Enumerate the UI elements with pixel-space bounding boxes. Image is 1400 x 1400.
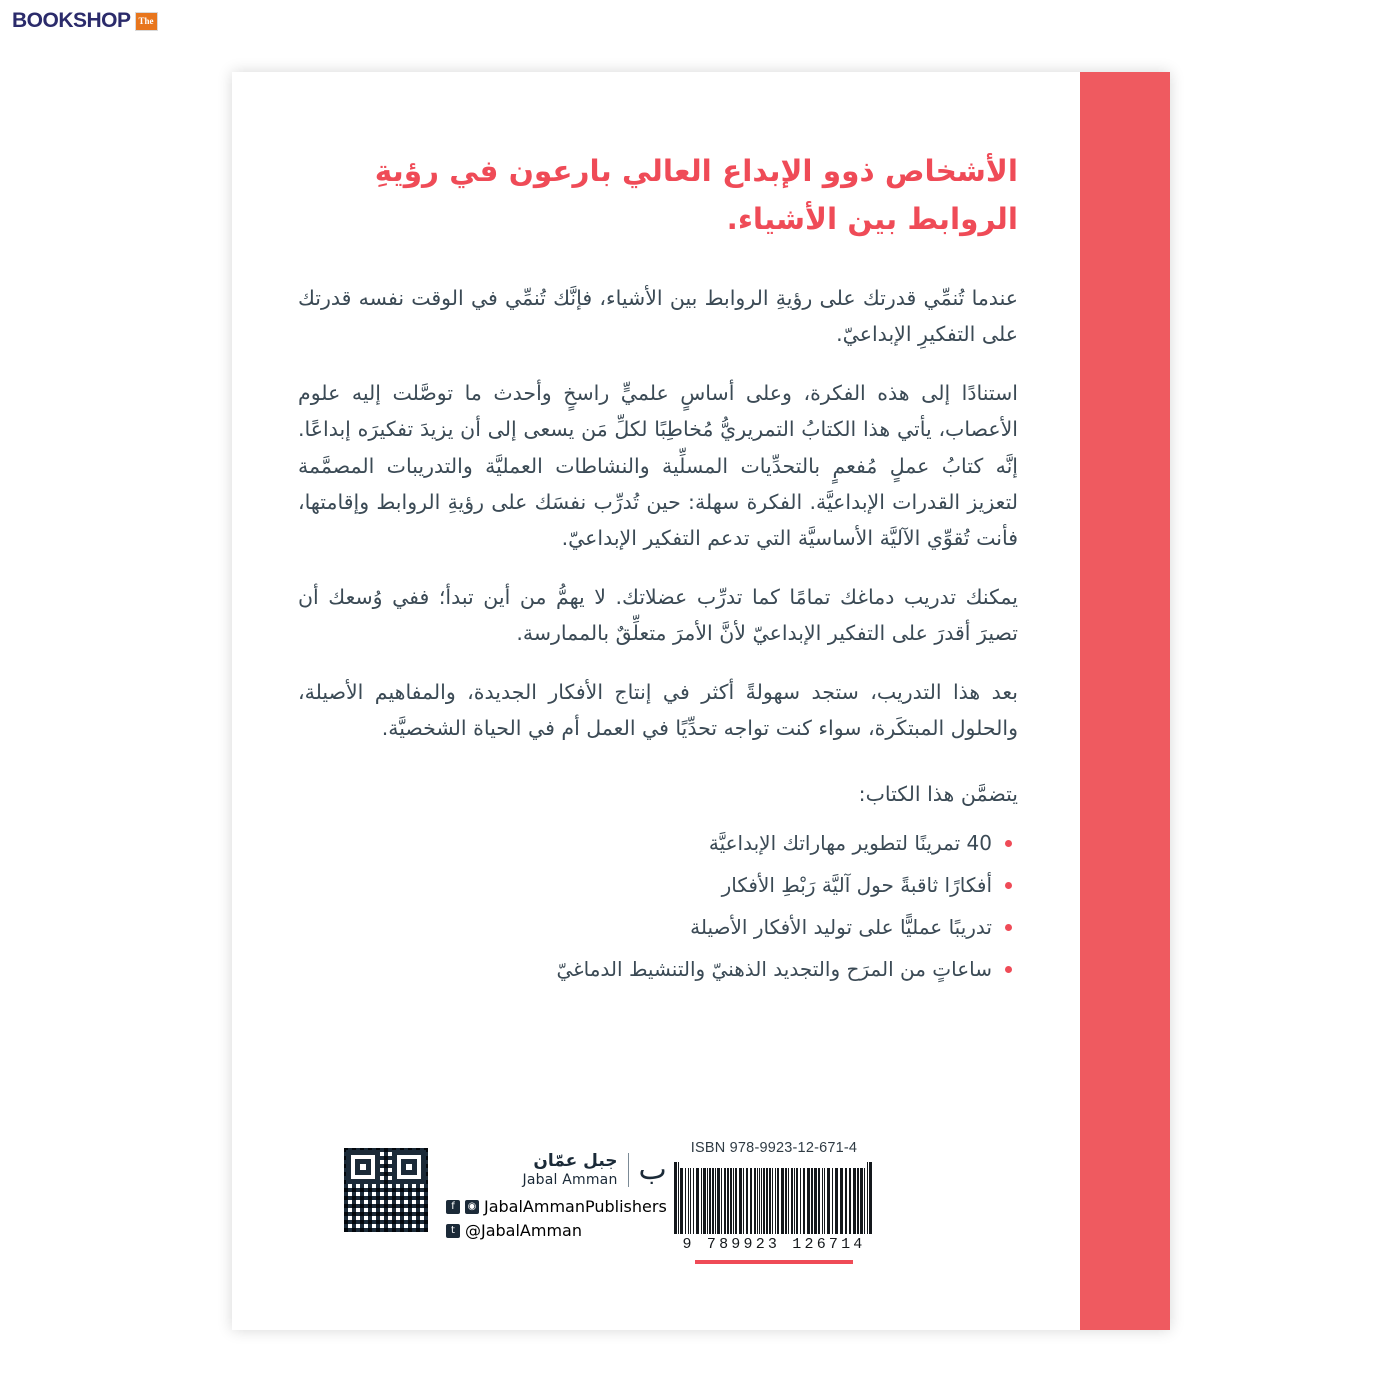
list-item: تدريبًا عمليًّا على توليد الأفكار الأصيلة	[298, 912, 1018, 943]
includes-label: يتضمَّن هذا الكتاب:	[858, 781, 1018, 806]
cover-paragraph-3: يمكنك تدريب دماغك تمامًا كما تدرِّب عضلاتك. لا يهمُّ من أين تبدأ؛ ففي وُسعك أن تصيرَ أقدرَ على التفكير الإبداعيّ لأنَّ الأمرَ متعلِّقٌ بالممارسة.	[298, 584, 1018, 646]
list-item: 40 تمرينًا لتطوير مهاراتك الإبداعيَّة	[298, 828, 1018, 859]
instagram-icon: ◉	[465, 1200, 479, 1214]
cover-content	[232, 72, 1080, 1330]
cover-headline: الأشخاص ذوو الإبداع العالي بارعون في رؤيةِ الروابط بين الأشياء.	[374, 154, 1018, 236]
list-item: أفكارًا ثاقبةً حول آليَّة رَبْطِ الأفكار	[298, 870, 1018, 901]
publisher-names	[523, 1152, 618, 1188]
includes-list	[298, 828, 1018, 985]
social-handle-facebook: JabalAmmanPublishers	[484, 1197, 667, 1216]
social-links	[446, 1197, 667, 1240]
cover-paragraph-2: استنادًا إلى هذه الفكرة، وعلى أساسٍ علميٍّ راسخٍ وأحدث ما توصَّلت إليه علوم الأعصاب، يأتي هذا الكتابُ التمريريُّ مُخاطِبًا لكلِّ مَن يسعى إلى أن يزيدَ تفكيرَه إبداعًا. إنَّه كتابُ عملٍ مُفعمٍ بالتحدِّيات المسلِّية والنشاطات العمليَّة والتدريبات المصمَّمة لتعزيز القدرات الإبداعيَّة. الفكرة سهلة: حين تُدرِّب نفسَك على رؤيةِ الروابط وإقامتها، فأنت تُقوِّي الآليَّة الأساسيَّة التي تدعم التفكير الإبداعيّ.	[298, 380, 1018, 551]
facebook-icon: f	[446, 1200, 460, 1214]
publisher-name-ar: جبل عمّان	[533, 1151, 618, 1172]
list-item: ساعاتٍ من المرَح والتجديد الذهنيّ والتنشيط الدماغيّ	[298, 954, 1018, 985]
publisher-identity	[446, 1148, 667, 1240]
publisher-block	[344, 1148, 667, 1240]
barcode-digits: 9 789923 126714	[682, 1236, 866, 1253]
bookshop-watermark	[8, 6, 158, 36]
twitter-icon: t	[446, 1224, 460, 1238]
cover-paragraph-1: عندما تُنمِّي قدرتك على رؤيةِ الروابط بين الأشياء، فإنَّك تُنمِّي في الوقت نفسه قدرتك على التفكيرِ الإبداعيّ.	[298, 285, 1018, 347]
cover-footer	[232, 1114, 1080, 1264]
publisher-logo-row	[523, 1152, 667, 1188]
publisher-mark-icon: ب	[638, 1152, 667, 1188]
social-handle-twitter: @JabalAmman	[465, 1221, 582, 1240]
book-spine	[1080, 72, 1170, 1330]
cover-paragraph-4: بعد هذا التدريب، ستجد سهولةً أكثر في إنتاج الأفكار الجديدة، والمفاهيم الأصيلة، والحلول المبتكَرة، سواء كنت تواجه تحدِّيًا في العمل أم في الحياة الشخصيَّة.	[298, 679, 1018, 741]
isbn-block	[674, 1140, 874, 1264]
barcode	[674, 1162, 874, 1234]
social-line-twitter[interactable]	[446, 1221, 582, 1240]
book-back-cover	[232, 72, 1170, 1330]
watermark-the-label: The	[135, 12, 158, 31]
watermark-bookshop-label: BOOKSHOP	[12, 9, 131, 32]
isbn-label: ISBN 978-9923-12-671-4	[690, 1140, 858, 1156]
publisher-name-en: Jabal Amman	[522, 1171, 618, 1188]
social-line-facebook[interactable]	[446, 1197, 667, 1216]
qr-code[interactable]	[344, 1148, 428, 1232]
red-rule	[695, 1260, 853, 1264]
divider	[628, 1153, 629, 1187]
